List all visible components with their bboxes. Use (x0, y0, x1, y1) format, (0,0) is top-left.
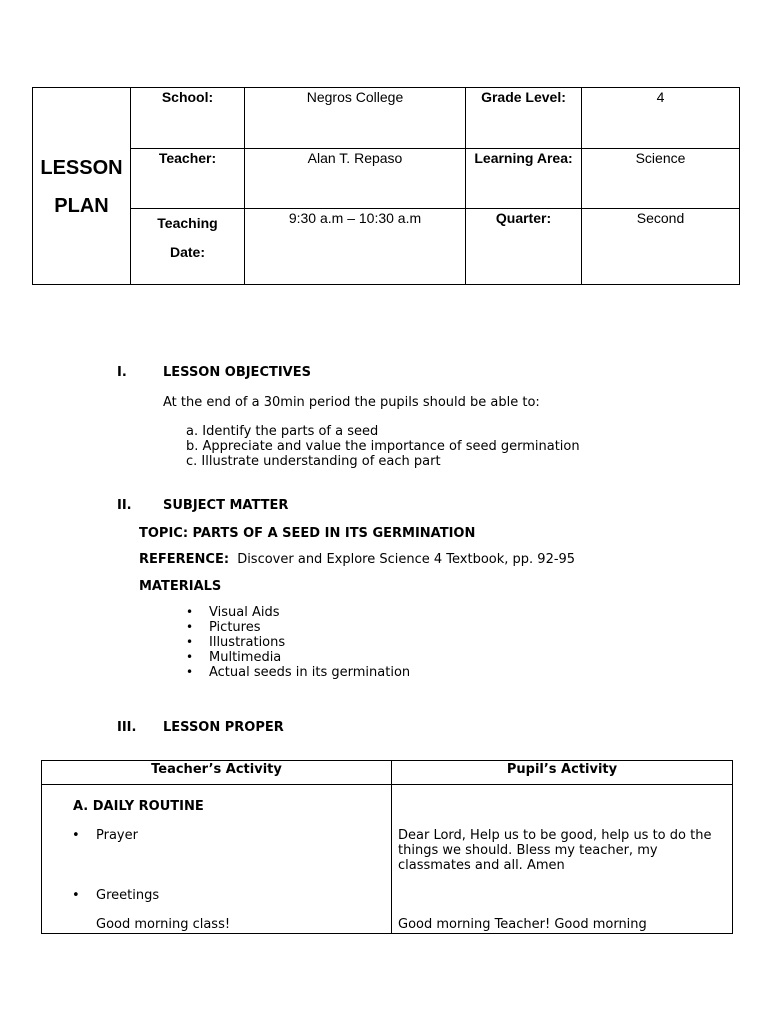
daily-routine-label: A. DAILY ROUTINE (73, 799, 204, 814)
objectives-intro: At the end of a 30min period the pupils should be able to: (163, 395, 540, 410)
teaching-date-label-line-2: Date: (169, 244, 205, 260)
teacher-activity-cell (42, 785, 392, 934)
material-item: Illustrations (209, 635, 286, 650)
greeting-teacher-line: Good morning class! (96, 917, 231, 932)
section-3-numeral: III. (117, 720, 137, 735)
bullet-icon: • (186, 650, 194, 664)
teaching-date-label-line-1: Teaching (157, 215, 218, 231)
teacher-value: Alan T. Repaso (245, 149, 466, 209)
bullet-icon: • (186, 605, 194, 619)
quarter-value: Second (582, 209, 740, 285)
lesson-plan-header-table (32, 87, 740, 285)
pupil-activity-cell (392, 785, 733, 934)
teacher-activity-header: Teacher’s Activity (42, 761, 392, 785)
learning-area-value: Science (582, 149, 740, 209)
greetings-item: Greetings (96, 888, 160, 903)
reference-value: Discover and Explore Science 4 Textbook, pp. 92-95 (237, 552, 576, 567)
objective-item: a. Identify the parts of a seed (186, 424, 379, 439)
list-item (186, 605, 410, 620)
lesson-plan-title (33, 88, 131, 285)
section-1-numeral: I. (117, 365, 127, 380)
list-item (186, 650, 410, 665)
bullet-icon: • (186, 620, 194, 634)
learning-area-label: Learning Area: (466, 149, 582, 209)
list-item (186, 620, 410, 635)
section-3-title: LESSON PROPER (163, 720, 284, 735)
teaching-date-label (131, 209, 245, 285)
material-item: Multimedia (209, 650, 282, 665)
material-item: Actual seeds in its germination (209, 665, 411, 680)
section-2-title: SUBJECT MATTER (163, 498, 289, 513)
materials-label: MATERIALS (139, 579, 222, 594)
bullet-icon: • (72, 888, 80, 903)
title-line-1: LESSON (40, 156, 123, 179)
reference-label: REFERENCE: (139, 552, 230, 567)
school-value: Negros College (245, 88, 466, 149)
list-item (186, 665, 410, 680)
quarter-label: Quarter: (466, 209, 582, 285)
title-line-2: PLAN (54, 194, 109, 217)
lesson-proper-table (41, 760, 733, 934)
school-label: School: (131, 88, 245, 149)
teaching-date-value: 9:30 a.m – 10:30 a.m (245, 209, 466, 285)
section-2-numeral: II. (117, 498, 132, 513)
materials-list (186, 605, 410, 680)
objective-item: c. Illustrate understanding of each part (186, 454, 441, 469)
prayer-response: Dear Lord, Help us to be good, help us to do the things we should. Bless my teacher, my classmates and all. Amen (398, 828, 712, 873)
prayer-item: Prayer (96, 828, 138, 843)
list-item (186, 635, 410, 650)
bullet-icon: • (72, 828, 80, 843)
material-item: Pictures (209, 620, 261, 635)
teacher-label: Teacher: (131, 149, 245, 209)
grade-level-label: Grade Level: (466, 88, 582, 149)
objectives-list (186, 424, 580, 469)
greeting-pupil-line: Good morning Teacher! Good morning (398, 917, 647, 932)
pupil-activity-header: Pupil’s Activity (392, 761, 733, 785)
reference-line (139, 552, 575, 567)
bullet-icon: • (186, 635, 194, 649)
material-item: Visual Aids (209, 605, 280, 620)
bullet-icon: • (186, 665, 194, 679)
grade-level-value: 4 (582, 88, 740, 149)
section-1-title: LESSON OBJECTIVES (163, 365, 311, 380)
objective-item: b. Appreciate and value the importance of seed germination (186, 439, 580, 454)
topic-line: TOPIC: PARTS OF A SEED IN ITS GERMINATION (139, 526, 476, 541)
